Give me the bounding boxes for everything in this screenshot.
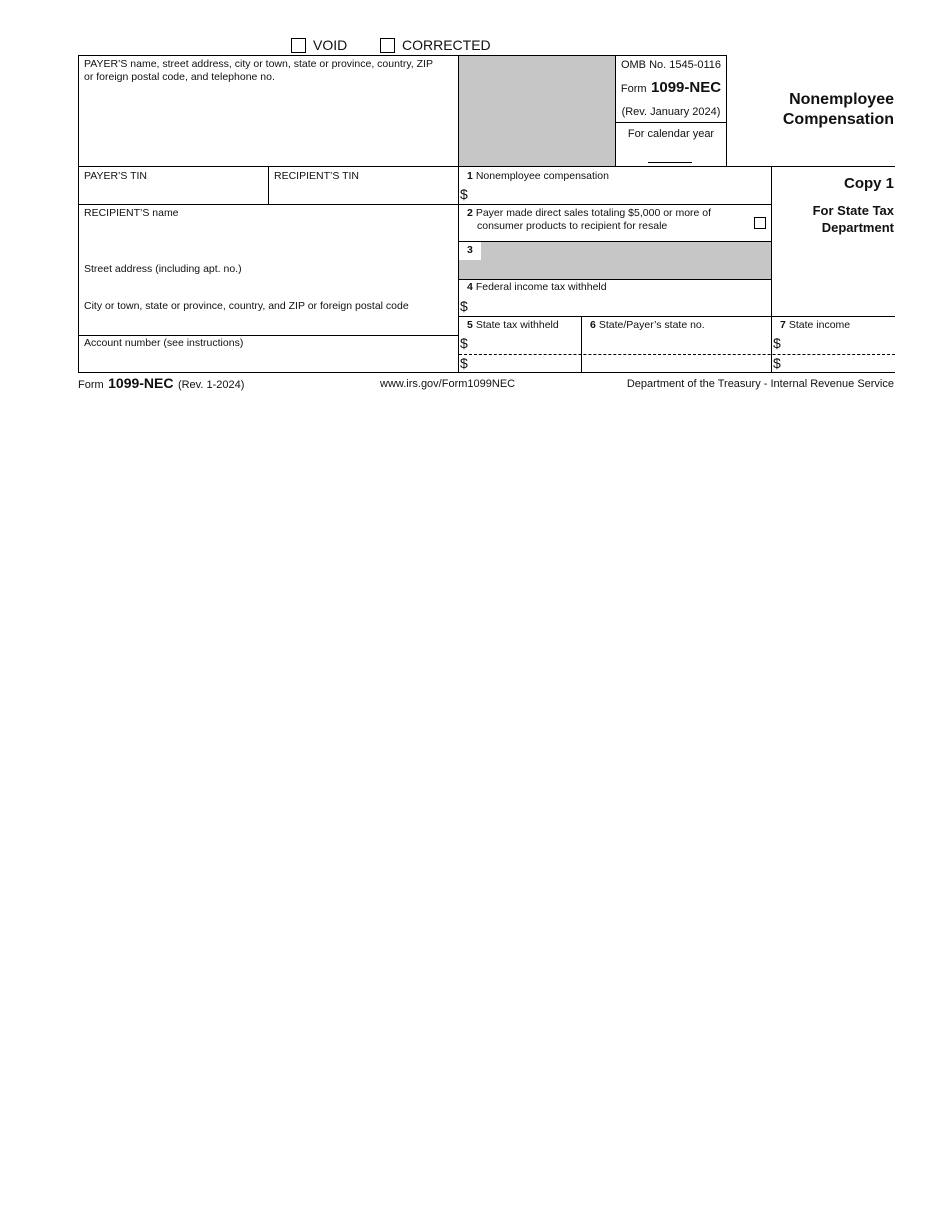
box-4-number: 4 (467, 281, 473, 293)
corrected-label: CORRECTED (402, 37, 491, 53)
footer-form-rev: (Rev. 1-2024) (177, 379, 245, 391)
box-7-dollar-1: $ (773, 335, 781, 351)
calendar-year-field[interactable] (648, 162, 692, 163)
box-5-field-1[interactable] (472, 335, 578, 353)
payer-tin-label: PAYER’S TIN (84, 170, 148, 182)
city-label: City or town, state or province, country, and ZIP or foreign postal code (84, 300, 409, 312)
state-dashed-line (459, 354, 895, 355)
calendar-year-label: For calendar year (616, 122, 726, 140)
box-2-text-line1: Payer made direct sales totaling $5,000 or more of (475, 207, 712, 219)
corrected-checkbox[interactable] (380, 38, 395, 53)
footer-form-prefix: Form (78, 379, 104, 391)
box-2-text-line2: consumer products to recipient for resale (477, 220, 668, 232)
payer-name-label-line2: or foreign postal code, and telephone no. (84, 71, 275, 83)
account-number-field[interactable] (80, 351, 456, 370)
box-2-checkbox[interactable] (754, 217, 766, 229)
recipient-tin-label: RECIPIENT’S TIN (274, 170, 359, 182)
left-border (78, 55, 79, 373)
box-7-text: State income (788, 319, 851, 331)
box-5-number: 5 (467, 319, 473, 331)
footer-form-name: 1099-NEC (108, 375, 174, 391)
city-bottom (78, 335, 459, 336)
shaded-box-3 (459, 242, 771, 279)
form-title-line1: Nonemployee (789, 91, 894, 108)
recipient-name-field[interactable] (80, 221, 456, 259)
box-5-text: State tax withheld (475, 319, 559, 331)
box-6-number: 6 (590, 319, 596, 331)
account-number-label: Account number (see instructions) (84, 337, 244, 349)
box-6-field-1[interactable] (584, 335, 768, 353)
omb-right-border (726, 55, 727, 167)
copy-line1: For State Tax (812, 203, 894, 218)
box-4-label (467, 281, 607, 294)
mid-divider (458, 55, 459, 373)
box-5-dollar-2: $ (460, 355, 468, 371)
recipient-name-label: RECIPIENT’S name (84, 207, 179, 219)
city-field[interactable] (80, 314, 456, 333)
form-revision: (Rev. January 2024) (621, 106, 721, 118)
void-checkbox[interactable] (291, 38, 306, 53)
tin-divider (268, 166, 269, 204)
form-name: 1099-NEC (651, 79, 722, 96)
row-2-bottom (78, 204, 771, 205)
street-address-label: Street address (including apt. no.) (84, 263, 242, 275)
bottom-border (78, 372, 895, 373)
box-1-label (467, 170, 609, 183)
street-address-field[interactable] (80, 277, 456, 295)
box-1-text: Nonemployee compensation (475, 170, 609, 182)
form-title-line2: Compensation (782, 111, 894, 128)
box-2-number: 2 (467, 207, 473, 219)
copy-title: Copy 1 (843, 175, 894, 192)
box-1-field[interactable] (472, 185, 768, 203)
box-4-field[interactable] (472, 296, 768, 314)
box-7-field-1[interactable] (785, 335, 893, 353)
box-3-number: 3 (467, 244, 473, 256)
box-5-field-2[interactable] (472, 356, 578, 371)
payer-name-label (84, 58, 456, 84)
omb-block (616, 56, 726, 140)
box-1-number: 1 (467, 170, 473, 182)
footer-department: Department of the Treasury - Internal Revenue Service (626, 378, 894, 390)
recipient-tin-field[interactable] (270, 184, 456, 202)
box-6-label (590, 319, 705, 332)
payer-name-label-line1: PAYER’S name, street address, city or town, state or province, country, ZIP (84, 58, 433, 70)
box-7-field-2[interactable] (785, 356, 893, 371)
omb-number: OMB No. 1545-0116 (620, 59, 722, 71)
box-3-bottom (459, 279, 771, 280)
void-label: VOID (313, 37, 348, 53)
box-4-bottom (459, 316, 895, 317)
payer-name-field[interactable] (80, 86, 456, 164)
box-5-label (467, 319, 559, 332)
copy-block (775, 175, 894, 236)
box-7-label (780, 319, 850, 332)
box-4-text: Federal income tax withheld (475, 281, 607, 293)
box-2-label (467, 207, 737, 233)
row-1-bottom (78, 166, 895, 167)
box-6-field-2[interactable] (584, 356, 768, 371)
copy-line2: Department (821, 220, 894, 235)
box-7-dollar-2: $ (773, 355, 781, 371)
box-6-7-divider (771, 316, 772, 373)
box-5-6-divider (581, 316, 582, 373)
footer-form-id (78, 375, 244, 393)
box-1-dollar: $ (460, 186, 468, 202)
copy-left-border (771, 166, 772, 317)
box-7-number: 7 (780, 319, 786, 331)
box-2-bottom (459, 241, 771, 242)
box-5-dollar-1: $ (460, 335, 468, 351)
footer-url[interactable]: www.irs.gov/Form1099NEC (380, 378, 516, 390)
box-4-dollar: $ (460, 298, 468, 314)
payer-tin-field[interactable] (80, 184, 266, 202)
shaded-area-top (459, 56, 615, 166)
form-number (616, 79, 726, 97)
box-6-text: State/Payer’s state no. (598, 319, 705, 331)
form-title (735, 90, 894, 130)
form-prefix: Form (620, 83, 647, 95)
